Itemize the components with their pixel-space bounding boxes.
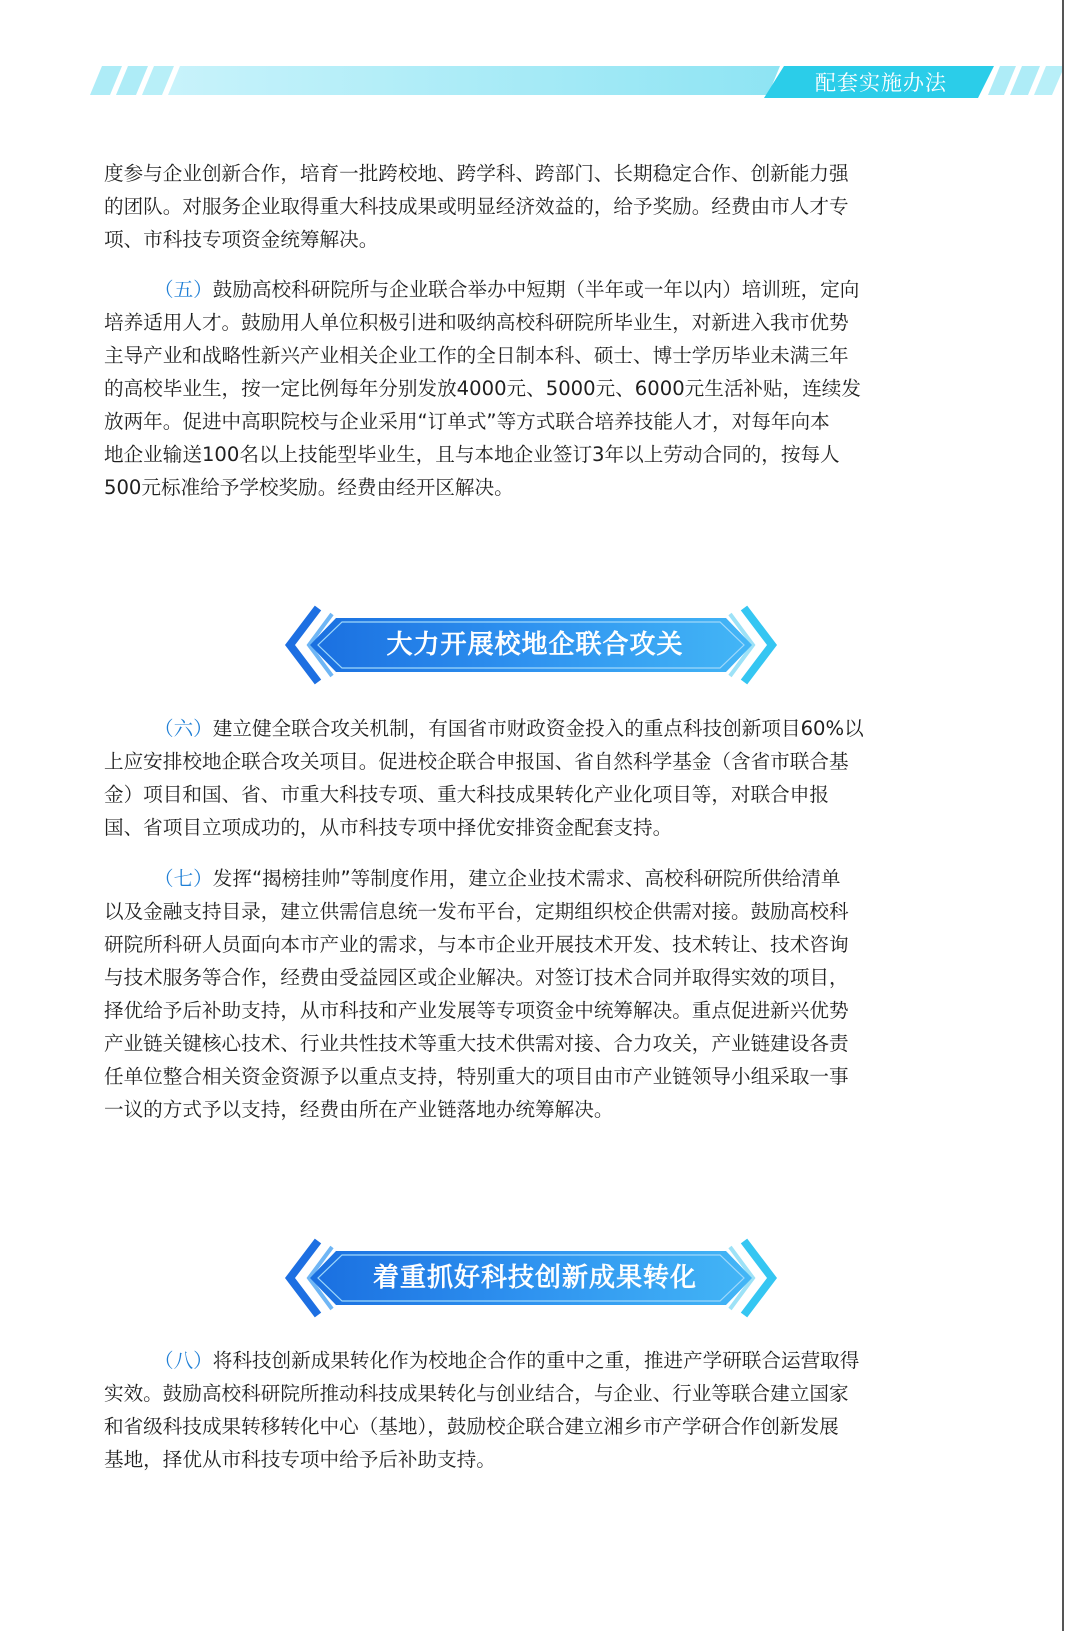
- section-title: 大力开展校地企联合攻关: [386, 630, 684, 660]
- text-line: 主导产业和战略性新兴产业相关企业工作的全日制本科、硕士、博士学历毕业未满三年: [104, 344, 849, 367]
- text-line-content: 建立健全联合攻关机制，有国省市财政资金投入的重点科技创新项目60%以: [212, 717, 864, 740]
- paragraph-continuation: [104, 157, 970, 256]
- item-marker: （六）: [154, 717, 213, 740]
- item-marker: （五）: [154, 278, 213, 301]
- text-line: 500元标准给予学校奖励。经费由经开区解决。: [104, 476, 514, 499]
- text-line: 以及金融支持目录，建立供需信息统一发布平台，定期组织校企供需对接。鼓励高校科: [104, 900, 849, 923]
- paragraph-item-8: [104, 1344, 970, 1476]
- page-header: [0, 0, 1062, 140]
- text-line: 择优给予后补助支持，从市科技和产业发展等专项资金中统筹解决。重点促进新兴优势: [104, 999, 849, 1022]
- text-line: 金）项目和国、省、市重大科技专项、重大科技成果转化产业化项目等，对联合申报: [104, 783, 829, 806]
- text-line: 和省级科技成果转移转化中心（基地），鼓励校企联合建立湘乡市产学研合作创新发展: [104, 1415, 839, 1438]
- text-line-content: 将科技创新成果转化作为校地企合作的重中之重，推进产学研联合运营取得: [212, 1349, 860, 1372]
- paragraph-item-6: [104, 712, 970, 844]
- section-title: 着重抓好科技创新成果转化: [372, 1263, 697, 1293]
- text-line: [104, 1344, 970, 1377]
- paragraph-item-5: [104, 273, 970, 504]
- item-marker: （七）: [154, 867, 213, 890]
- item-marker: （八）: [154, 1349, 213, 1372]
- text-line: 研院所科研人员面向本市产业的需求，与本市企业开展技术开发、技术转让、技术咨询: [104, 933, 849, 956]
- text-line: 度参与企业创新合作，培育一批跨校地、跨学科、跨部门、长期稳定合作、创新能力强: [104, 162, 849, 185]
- text-line: 与技术服务等合作，经费由受益园区或企业解决。对签订技术合同并取得实效的项目，: [104, 966, 849, 989]
- text-line: 放两年。促进中高职院校与企业采用“订单式”等方式联合培养技能人才，对每年向本: [104, 410, 830, 433]
- text-line: 基地，择优从市科技专项中给予后补助支持。: [104, 1448, 496, 1471]
- text-line: 的高校毕业生，按一定比例每年分别发放4000元、5000元、6000元生活补贴，连续发: [104, 377, 861, 400]
- text-line: 的团队。对服务企业取得重大科技成果或明显经济效益的，给予奖励。经费由市人才专: [104, 195, 849, 218]
- text-line-content: 鼓励高校科研院所与企业联合举办中短期（半年或一年以内）培训班，定向: [212, 278, 860, 301]
- section-banner: [0, 1233, 1062, 1323]
- text-line: 一议的方式予以支持，经费由所在产业链落地办统筹解决。: [104, 1098, 614, 1121]
- text-line: 产业链关键核心技术、行业共性技术等重大技术供需对接、合力攻关，产业链建设各责: [104, 1032, 849, 1055]
- page-border: [1062, 0, 1064, 1631]
- text-line: [104, 273, 970, 306]
- text-line: [104, 712, 970, 745]
- section-banner: [0, 600, 1062, 690]
- header-title: 配套实施办法: [815, 71, 947, 95]
- paragraph-item-7: [104, 862, 970, 1126]
- text-line: 上应安排校地企联合攻关项目。促进校企联合申报国、省自然科学基金（含省市联合基: [104, 750, 849, 773]
- text-line: 培养适用人才。鼓励用人单位积极引进和吸纳高校科研院所毕业生，对新进入我市优势: [104, 311, 849, 334]
- text-line: [104, 862, 970, 895]
- text-line: 实效。鼓励高校科研院所推动科技成果转化与创业结合，与企业、行业等联合建立国家: [104, 1382, 849, 1405]
- text-line-content: 发挥“揭榜挂帅”等制度作用，建立企业技术需求、高校科研院所供给清单: [212, 867, 841, 890]
- text-line: 地企业输送100名以上技能型毕业生，且与本地企业签订3年以上劳动合同的，按每人: [104, 443, 840, 466]
- text-line: 任单位整合相关资金资源予以重点支持，特别重大的项目由市产业链领导小组采取一事: [104, 1065, 849, 1088]
- text-line: 国、省项目立项成功的，从市科技专项中择优安排资金配套支持。: [104, 816, 673, 839]
- text-line: 项、市科技专项资金统筹解决。: [104, 228, 379, 251]
